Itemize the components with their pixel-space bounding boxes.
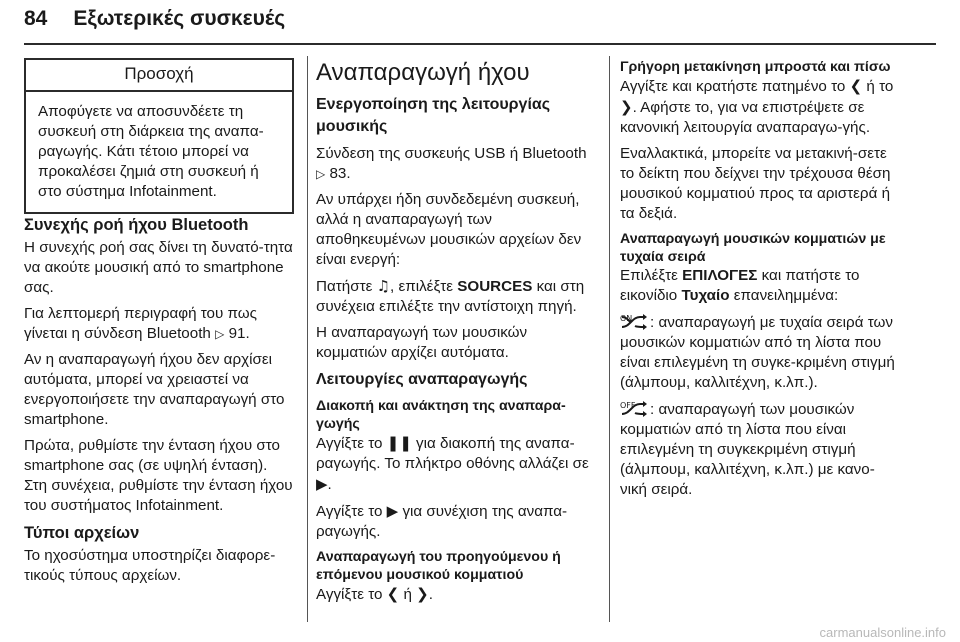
prev-next-heading: Αναπαραγωγή του προηγούμενου ή επόμενου μουσικού κομματιού (316, 549, 561, 583)
bt-stream-p3: Αν η αναπαραγωγή ήχου δεν αρχίσει αυτόματα, μπορεί να χρειαστεί να ενεργοποιήσετε την αναπαραγωγή στο smartphone. (24, 351, 285, 428)
column-divider (609, 56, 610, 622)
page-header (24, 2, 285, 36)
pause-text: Αγγίξτε το ❚❚ για διακοπή της αναπα-ραγωγής. Το πλήκτρο οθόνης αλλάζει σε ▶. (316, 434, 589, 493)
sources-label: SOURCES (457, 278, 533, 295)
shuffle-off-text: OFF : αναπαραγωγή των μουσικών κομματιών από τη λίστα που είναι επιλεγμένη τη συγκεκριμένη στιγμή (άλμπουμ, καλλιτέχνη, κ.λπ.) με κανο-νική σειρά. (620, 401, 875, 498)
pause-icon: ❚❚ (386, 434, 412, 452)
warning-box (24, 58, 294, 214)
svg-text:OFF: OFF (620, 401, 636, 410)
bt-stream-heading: Συνεχής ροή ήχου Bluetooth (24, 216, 249, 234)
activation-heading: Ενεργοποίηση της λειτουργίας μουσικής (316, 96, 551, 135)
bt-stream-p4: Πρώτα, ρυθμίστε την ένταση ήχου στο smartphone σας (σε υψηλή ένταση). Στη συνέχεια, ρυθμίστε την ένταση ήχου του συστήματος Infotainment. (24, 437, 293, 514)
fast-p2: Εναλλακτικά, μπορείτε να μετακινή-σετε το δείκτη που δείχνει την τρέχουσα θέση μουσικού κομματιού προς τα αριστερά ή τα δεξιά. (620, 145, 891, 222)
random-label: Τυχαίο (681, 287, 730, 304)
page-number: 84 (24, 7, 48, 30)
music-note-icon: ♫ (376, 277, 391, 295)
chevron-left-icon: ❮ (386, 585, 400, 603)
play-icon: ▶ (316, 475, 328, 493)
playback-p2: Αν υπάρχει ήδη συνδεδεμένη συσκευή, αλλά η αναπαραγωγή των αποθηκευμένων μουσικών αρχείων δεν είναι ενεργή: (316, 191, 582, 268)
warning-title: Προσοχή (26, 60, 292, 92)
chevron-left-icon: ❮ (849, 77, 863, 95)
pause-heading: Διακοπή και ανάκτηση της αναπαρα-γωγής (316, 398, 566, 432)
fast-heading: Γρήγορη μετακίνηση μπροστά και πίσω (620, 59, 891, 75)
options-label: ΕΠΙΛΟΓΕΣ (682, 267, 758, 284)
file-types-heading: Τύποι αρχείων (24, 524, 140, 542)
column-1 (24, 58, 294, 624)
svg-text:ON: ON (620, 314, 633, 323)
playback-heading: Αναπαραγωγή ήχου (316, 59, 530, 86)
bt-stream-p2: Για λεπτομερή περιγραφή του πως γίνεται η σύνδεση Bluetooth ▷ 91. (24, 305, 257, 342)
chevron-right-icon: ❯ (620, 98, 633, 116)
prev-next-text: Αγγίξτε το ❮ ή ❯. (316, 585, 433, 603)
playback-p4: Η αναπαραγωγή των μουσικών κομματιών αρχίζει αυτόματα. (316, 324, 528, 361)
column-divider (307, 56, 308, 622)
fast-p1: Αγγίξτε και κρατήστε πατημένο το ❮ ή το ❯. Αφήστε το, για να επιστρέψετε σε κανονική λειτουργία αναπαραγω-γής. (620, 77, 894, 136)
shuffle-on-icon (620, 312, 650, 330)
resume-text: Αγγίξτε το ▶ για συνέχιση της αναπα-ραγωγής. (316, 502, 568, 540)
page-ref-icon[interactable]: ▷ (215, 327, 225, 341)
shuffle-off-icon (620, 399, 650, 417)
shuffle-heading: Αναπαραγωγή μουσικών κομματιών με τυχαία σειρά (620, 231, 886, 265)
file-types-p1: Το ηχοσύστημα υποστηρίζει διαφορε-τικούς τύπους αρχείων. (24, 547, 276, 584)
header-rule (24, 43, 936, 45)
playback-p3: Πατήστε ♫, επιλέξτε SOURCES και στη συνέχεια επιλέξτε την αντίστοιχη πηγή. (316, 277, 585, 315)
functions-heading: Λειτουργίες αναπαραγωγής (316, 371, 528, 388)
column-3 (620, 58, 896, 624)
playback-p1: Σύνδεση της συσκευής USB ή Bluetooth ▷ 83. (316, 145, 587, 182)
chevron-right-icon: ❯ (416, 585, 429, 603)
warning-text: Αποφύγετε να αποσυνδέετε τη συσκευή στη διάρκεια της αναπα-ραγωγής. Κάτι τέτοιο μπορεί να προκαλέσει ζημιά στη συσκευή ή στο σύστημα Infotainment. (38, 103, 264, 200)
page-title: Εξωτερικές συσκευές (73, 7, 286, 30)
page-ref-icon[interactable]: ▷ (316, 167, 326, 181)
play-icon: ▶ (386, 502, 399, 520)
shuffle-on-text: ON : αναπαραγωγή με τυχαία σειρά των μουσικών κομματιών από τη λίστα που είναι επιλεγμένη τη συγκε-κριμένη στιγμή (άλμπουμ, καλλιτέχνη, κ.λπ.). (620, 314, 895, 391)
shuffle-p1: Επιλέξτε ΕΠΙΛΟΓΕΣ και πατήστε το εικονίδιο Τυχαίο επανειλημμένα: (620, 267, 860, 304)
watermark: carmanualsonline.info (819, 625, 946, 640)
column-2 (316, 58, 596, 624)
bt-stream-p1: Η συνεχής ροή σας δίνει τη δυνατό-τητα να ακούτε μουσική από το smartphone σας. (24, 239, 293, 296)
